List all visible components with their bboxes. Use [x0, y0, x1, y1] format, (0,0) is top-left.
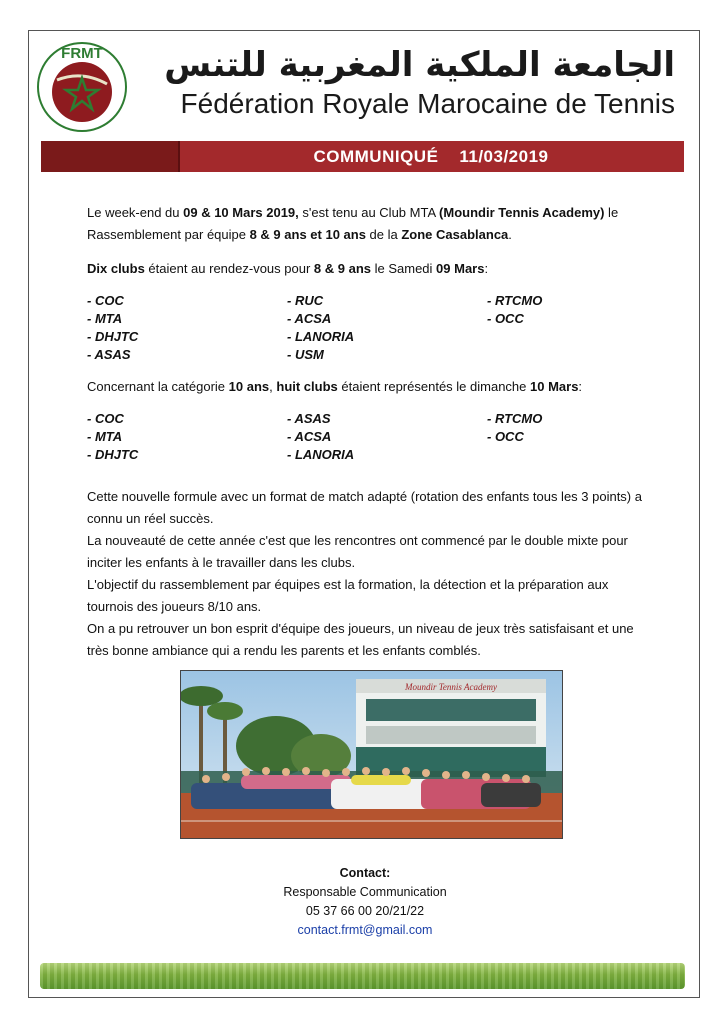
day1-clubs-list: [87, 292, 647, 364]
body-line: La nouveauté de cette année c'est que les rencontres ont commencé par le double mixte pour inciter les enfants à le travailler dans les clubs.: [87, 533, 628, 570]
club-item: - OCC: [487, 429, 524, 444]
intro-paragraph: [87, 202, 647, 246]
text-bold: 8 & 9 ans et 10 ans: [249, 227, 366, 242]
banner-title: [41, 141, 684, 172]
text-bold: 09 & 10 Mars 2019,: [183, 205, 299, 220]
banner-date: 11/03/2019: [459, 147, 549, 166]
text: s'est tenu au Club MTA: [298, 205, 440, 220]
club-item: - MTA: [87, 311, 123, 326]
text: ,: [269, 379, 277, 394]
group-photo: [180, 670, 563, 839]
text-bold: 8 & 9 ans: [313, 261, 371, 276]
text: le Samedi: [371, 261, 437, 276]
text: :: [578, 379, 583, 394]
main-content: [87, 202, 647, 662]
club-item: [487, 446, 647, 464]
logo-text: FRMT: [61, 45, 103, 62]
text-bold: Dix clubs: [87, 261, 145, 276]
text-bold: 09 Mars: [436, 261, 485, 276]
club-item: - MTA: [87, 429, 123, 444]
day2-clubs-list: [87, 410, 647, 464]
contact-email-link[interactable]: contact.frmt@gmail.com: [297, 923, 433, 937]
club-item: - OCC: [487, 311, 524, 326]
text: le Rassemblement par équipe: [87, 205, 619, 242]
club-item: - DHJTC: [87, 329, 139, 344]
club-item: - DHJTC: [87, 447, 139, 462]
contact-phone: 05 37 66 00 20/21/22: [305, 904, 425, 918]
arabic-title: الجامعة الملكية المغربية للتنس: [164, 45, 675, 85]
french-title: Fédération Royale Marocaine de Tennis: [180, 88, 675, 119]
club-item: [487, 328, 647, 346]
club-item: - ACSA: [287, 311, 332, 326]
text: de la: [365, 227, 402, 242]
day1-heading: [87, 258, 647, 280]
body-paragraphs: [87, 486, 647, 662]
club-item: - LANORIA: [287, 447, 355, 462]
text-bold: 10 ans: [228, 379, 270, 394]
text: étaient au rendez-vous pour: [144, 261, 314, 276]
banner-label: COMMUNIQUÉ: [313, 147, 439, 166]
text-bold: (Moundir Tennis Academy): [439, 205, 605, 220]
club-item: - LANORIA: [287, 329, 355, 344]
club-item: - RUC: [287, 293, 324, 308]
club-item: - RTCMO: [487, 411, 543, 426]
grass-footer-bar: [40, 963, 685, 989]
club-item: - USM: [287, 347, 324, 362]
text: :: [484, 261, 489, 276]
building-sign: Moundir Tennis Academy: [405, 682, 497, 692]
contact-title: Contact:: [339, 866, 391, 880]
text-bold: Zone Casablanca: [401, 227, 509, 242]
club-item: - RTCMO: [487, 293, 543, 308]
club-item: - COC: [87, 411, 124, 426]
day2-heading: [87, 376, 647, 398]
club-item: [487, 346, 647, 364]
contact-role: Responsable Communication: [283, 885, 447, 899]
club-item: - COC: [87, 293, 124, 308]
communique-banner: [41, 141, 684, 172]
club-item: - ASAS: [87, 347, 131, 362]
body-line: On a pu retrouver un bon esprit d'équipe des joueurs, un niveau de jeux très satisfaisant et une très bonne ambiance qui a rendu les parents et les enfants comblés.: [87, 621, 634, 658]
text: .: [508, 227, 512, 242]
contact-block: [200, 864, 530, 940]
text: Le week-end du: [87, 205, 184, 220]
frmt-logo: [35, 40, 129, 134]
text-bold: 10 Mars: [530, 379, 579, 394]
text-bold: huit clubs: [276, 379, 338, 394]
group-photo-illustration: [181, 671, 562, 838]
club-item: - ASAS: [287, 411, 331, 426]
body-line: Cette nouvelle formule avec un format de match adapté (rotation des enfants tous les 3 points) a connu un réel succès.: [87, 489, 642, 526]
text: Concernant la catégorie: [87, 379, 229, 394]
club-item: - ACSA: [287, 429, 332, 444]
text: étaient représentés le dimanche: [337, 379, 530, 394]
body-line: L'objectif du rassemblement par équipes est la formation, la détection et la préparation aux tournois des joueurs 8/10 ans.: [87, 577, 609, 614]
